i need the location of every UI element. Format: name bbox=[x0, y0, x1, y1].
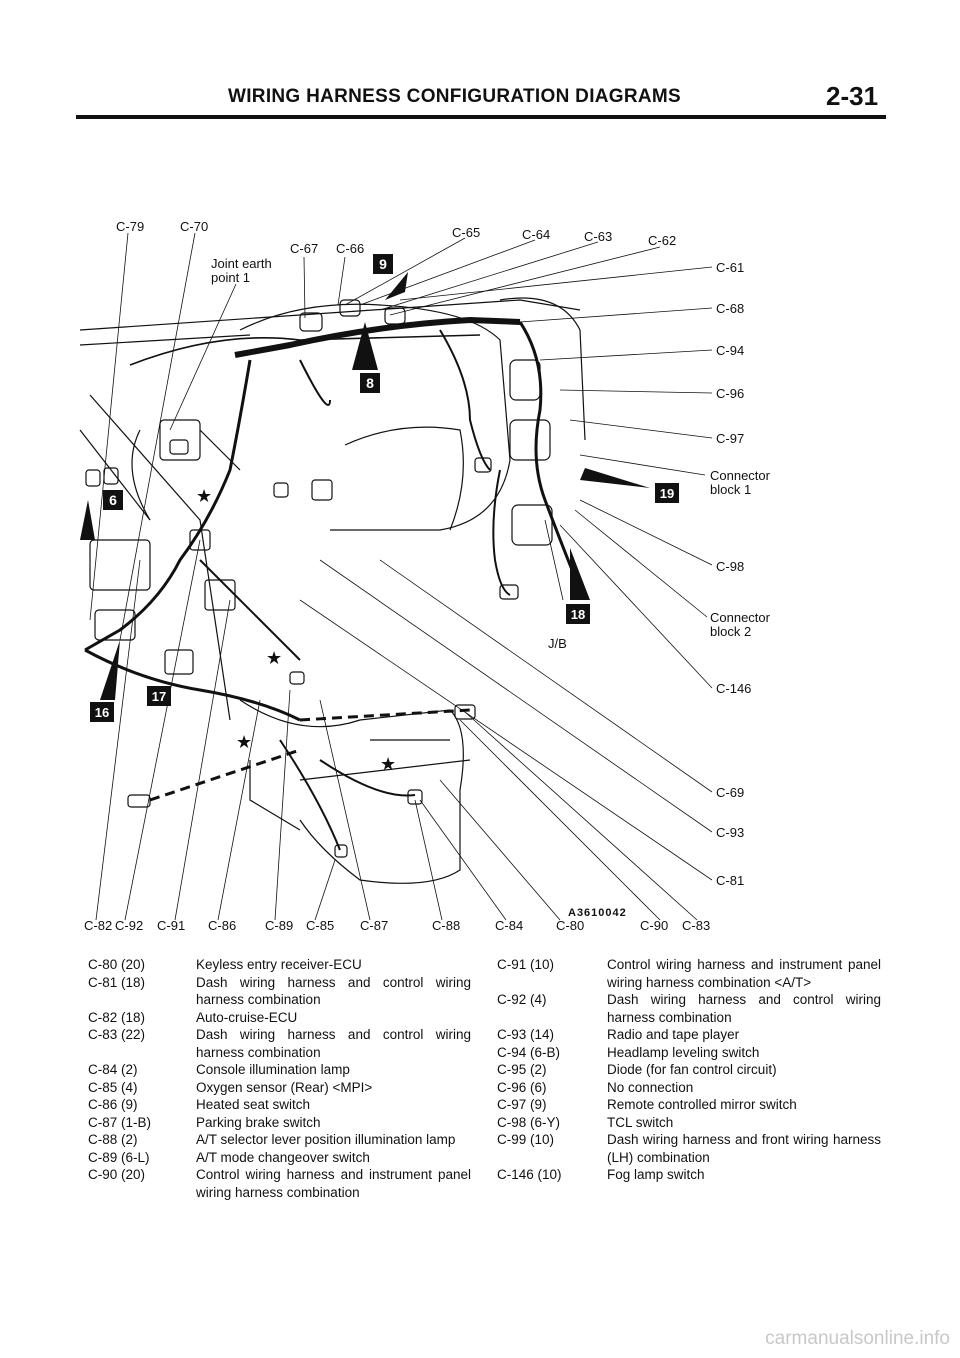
legend-row: C-88 (2) A/T selector lever position illumination lamp bbox=[88, 1132, 456, 1147]
label-c81: C-81 bbox=[716, 873, 745, 888]
legend-row: C-95 (2) Diode (for fan control circuit) bbox=[497, 1062, 777, 1077]
star-markers bbox=[196, 486, 396, 775]
callout-9: 9 bbox=[379, 256, 387, 272]
joint-earth-label: Joint earth bbox=[211, 256, 272, 271]
svg-text:★: ★ bbox=[236, 732, 253, 753]
connector-block-1-line2: block 1 bbox=[710, 482, 752, 497]
label-c69: C-69 bbox=[716, 785, 745, 800]
legend-row: C-80 (20) Keyless entry receiver-ECU bbox=[88, 957, 362, 972]
label-c62: C-62 bbox=[648, 233, 677, 248]
legend-row: C-87 (1-B) Parking brake switch bbox=[88, 1114, 321, 1130]
label-c146: C-146 bbox=[716, 681, 752, 696]
legend-row: C-91 (10) Control wiring harness and instrument panel wiring harness combination <A/T> bbox=[497, 957, 881, 990]
legend-row: C-84 (2) Console illumination lamp bbox=[88, 1062, 350, 1077]
label-c68: C-68 bbox=[716, 301, 745, 316]
label-c63: C-63 bbox=[584, 229, 613, 244]
label-c91: C-91 bbox=[157, 918, 186, 933]
label-c97: C-97 bbox=[716, 431, 745, 446]
label-c96: C-96 bbox=[716, 386, 745, 401]
label-c92: C-92 bbox=[115, 918, 144, 933]
label-c94: C-94 bbox=[716, 343, 745, 358]
legend-row: C-81 (18) Dash wiring harness and control wiring harness combination bbox=[88, 974, 471, 1007]
legend-row: C-98 (6-Y) TCL switch bbox=[497, 1114, 674, 1130]
jb-label: J/B bbox=[548, 636, 567, 651]
callout-16: 16 bbox=[94, 705, 110, 720]
label-c66: C-66 bbox=[336, 241, 365, 256]
legend-row: C-96 (6) No connection bbox=[497, 1079, 694, 1095]
callout-18: 18 bbox=[570, 607, 586, 622]
svg-text:★: ★ bbox=[380, 754, 397, 775]
label-c90: C-90 bbox=[640, 918, 669, 933]
legend-row: C-99 (10) Dash wiring harness and front wiring harness (LH) combination bbox=[497, 1132, 881, 1165]
label-c88: C-88 bbox=[432, 918, 461, 933]
legend-row: C-89 (6-L) A/T mode changeover switch bbox=[88, 1149, 370, 1165]
watermark: carmanualsonline.info bbox=[765, 1328, 950, 1349]
callout-6: 6 bbox=[109, 492, 117, 508]
svg-text:★: ★ bbox=[266, 648, 283, 669]
legend-row: C-146 (10) Fog lamp switch bbox=[497, 1167, 705, 1182]
label-c87: C-87 bbox=[360, 918, 389, 933]
legend-row: C-93 (14) Radio and tape player bbox=[497, 1027, 740, 1042]
callout-19: 19 bbox=[659, 486, 675, 501]
page-number: 2-31 bbox=[826, 81, 879, 111]
connector-block-2-line1: Connector bbox=[710, 610, 770, 625]
label-c80: C-80 bbox=[556, 918, 585, 933]
label-c98: C-98 bbox=[716, 559, 745, 574]
label-c83: C-83 bbox=[682, 918, 711, 933]
legend-row: C-82 (18) Auto-cruise-ECU bbox=[88, 1009, 298, 1025]
label-c82: C-82 bbox=[84, 918, 113, 933]
connector-legend-left bbox=[88, 956, 478, 1201]
diagram-artwork bbox=[80, 233, 712, 920]
connector-block-1-line1: Connector bbox=[710, 468, 770, 483]
connector-block-2-line2: block 2 bbox=[710, 624, 752, 639]
label-c85: C-85 bbox=[306, 918, 335, 933]
legend-row: C-86 (9) Heated seat switch bbox=[88, 1097, 311, 1112]
label-c93: C-93 bbox=[716, 825, 745, 840]
legend-row: C-92 (4) Dash wiring harness and control wiring harness combination bbox=[497, 992, 881, 1025]
label-c67: C-67 bbox=[290, 241, 319, 256]
label-c61: C-61 bbox=[716, 260, 745, 275]
legend-row: C-94 (6-B) Headlamp leveling switch bbox=[497, 1044, 760, 1060]
label-c84: C-84 bbox=[495, 918, 524, 933]
page-title: WIRING HARNESS CONFIGURATION DIAGRAMS bbox=[228, 86, 682, 107]
label-c79: C-79 bbox=[116, 219, 145, 234]
label-c70: C-70 bbox=[180, 219, 209, 234]
label-c86: C-86 bbox=[208, 918, 237, 933]
connector-legend-right bbox=[497, 956, 892, 1184]
label-c65: C-65 bbox=[452, 225, 481, 240]
legend-row: C-97 (9) Remote controlled mirror switch bbox=[497, 1097, 797, 1112]
svg-text:★: ★ bbox=[196, 486, 213, 507]
callout-17: 17 bbox=[151, 689, 167, 704]
label-c64: C-64 bbox=[522, 227, 551, 242]
legend-row: C-90 (20) Control wiring harness and instrument panel wiring harness combination bbox=[88, 1167, 471, 1200]
legend-row: C-85 (4) Oxygen sensor (Rear) <MPI> bbox=[88, 1079, 373, 1095]
callout-8: 8 bbox=[366, 375, 374, 391]
joint-earth-point: point 1 bbox=[211, 270, 251, 285]
legend-row: C-83 (22) Dash wiring harness and control wiring harness combination bbox=[88, 1027, 471, 1060]
label-c89: C-89 bbox=[265, 918, 294, 933]
figure-id: A3610042 bbox=[568, 907, 627, 919]
